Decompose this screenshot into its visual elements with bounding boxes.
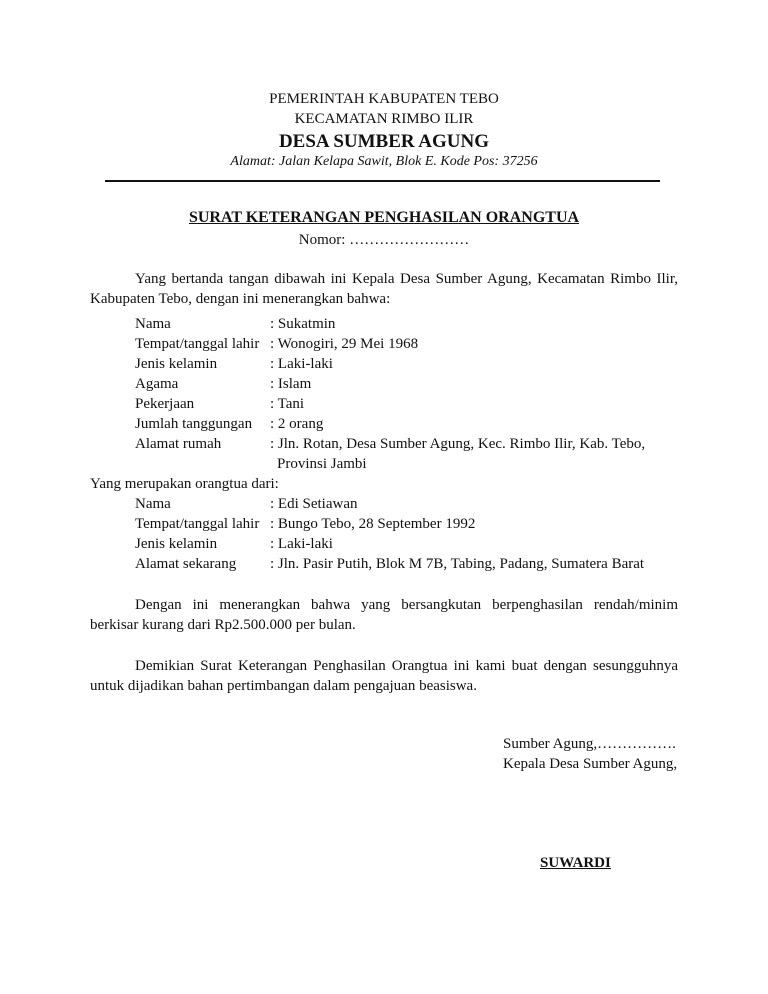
- child-intro: Yang merupakan orangtua dari:: [90, 476, 279, 492]
- parent-job-label: Pekerjaan: [135, 396, 195, 412]
- child-address-label: Alamat sekarang: [135, 556, 237, 572]
- district-line: KECAMATAN RIMBO ILIR: [294, 111, 474, 127]
- letter-number: Nomor: ……………………: [298, 232, 470, 248]
- parent-address-value: : Jln. Rotan, Desa Sumber Agung, Kec. Rimbo Ilir, Kab. Tebo,: [270, 436, 646, 452]
- parent-birth-label: Tempat/tanggal lahir: [135, 336, 260, 352]
- signatory-name: SUWARDI: [540, 855, 611, 871]
- child-birth-value: : Bungo Tebo, 28 September 1992: [270, 516, 476, 532]
- child-name-label: Nama: [135, 496, 171, 512]
- letter-title: SURAT KETERANGAN PENGHASILAN ORANGTUA: [188, 209, 580, 226]
- child-address-value: : Jln. Pasir Putih, Blok M 7B, Tabing, Padang, Sumatera Barat: [270, 556, 645, 572]
- parent-dependents-value: : 2 orang: [270, 416, 324, 432]
- parent-gender-label: Jenis kelamin: [135, 356, 218, 372]
- parent-address-value-cont: Provinsi Jambi: [277, 456, 367, 472]
- closing-paragraph: Demikian Surat Keterangan Penghasilan Orangtua ini kami buat dengan sesungguhnya untuk dijadikan bahan pertimbangan dalam pengajuan beasiswa.: [90, 658, 678, 694]
- parent-name-label: Nama: [135, 316, 171, 332]
- parent-address-label: Alamat rumah: [135, 436, 222, 452]
- parent-gender-value: : Laki-laki: [270, 356, 333, 372]
- header-divider: [105, 180, 660, 182]
- parent-religion-label: Agama: [135, 376, 179, 392]
- child-name-value: : Edi Setiawan: [270, 496, 358, 512]
- income-paragraph: Dengan ini menerangkan bahwa yang bersangkutan berpenghasilan rendah/minim berkisar kurang dari Rp2.500.000 per bulan.: [90, 597, 678, 633]
- gov-line: PEMERINTAH KABUPATEN TEBO: [269, 91, 499, 107]
- signature-role: Kepala Desa Sumber Agung,: [503, 756, 678, 772]
- child-birth-label: Tempat/tanggal lahir: [135, 516, 260, 532]
- parent-religion-value: : Islam: [270, 376, 312, 392]
- parent-job-value: : Tani: [270, 396, 305, 412]
- parent-name-value: : Sukatmin: [270, 316, 336, 332]
- signature-place-date: Sumber Agung,…………….: [503, 736, 676, 752]
- child-gender-value: : Laki-laki: [270, 536, 333, 552]
- parent-birth-value: : Wonogiri, 29 Mei 1968: [270, 336, 419, 352]
- child-gender-label: Jenis kelamin: [135, 536, 218, 552]
- address-line: Alamat: Jalan Kelapa Sawit, Blok E. Kode Pos: 37256: [230, 154, 538, 169]
- village-line: DESA SUMBER AGUNG: [278, 131, 490, 152]
- intro-paragraph: Yang bertanda tangan dibawah ini Kepala Desa Sumber Agung, Kecamatan Rimbo Ilir, Kabupaten Tebo, dengan ini menerangkan bahwa:: [90, 271, 678, 307]
- parent-dependents-label: Jumlah tanggungan: [135, 416, 253, 432]
